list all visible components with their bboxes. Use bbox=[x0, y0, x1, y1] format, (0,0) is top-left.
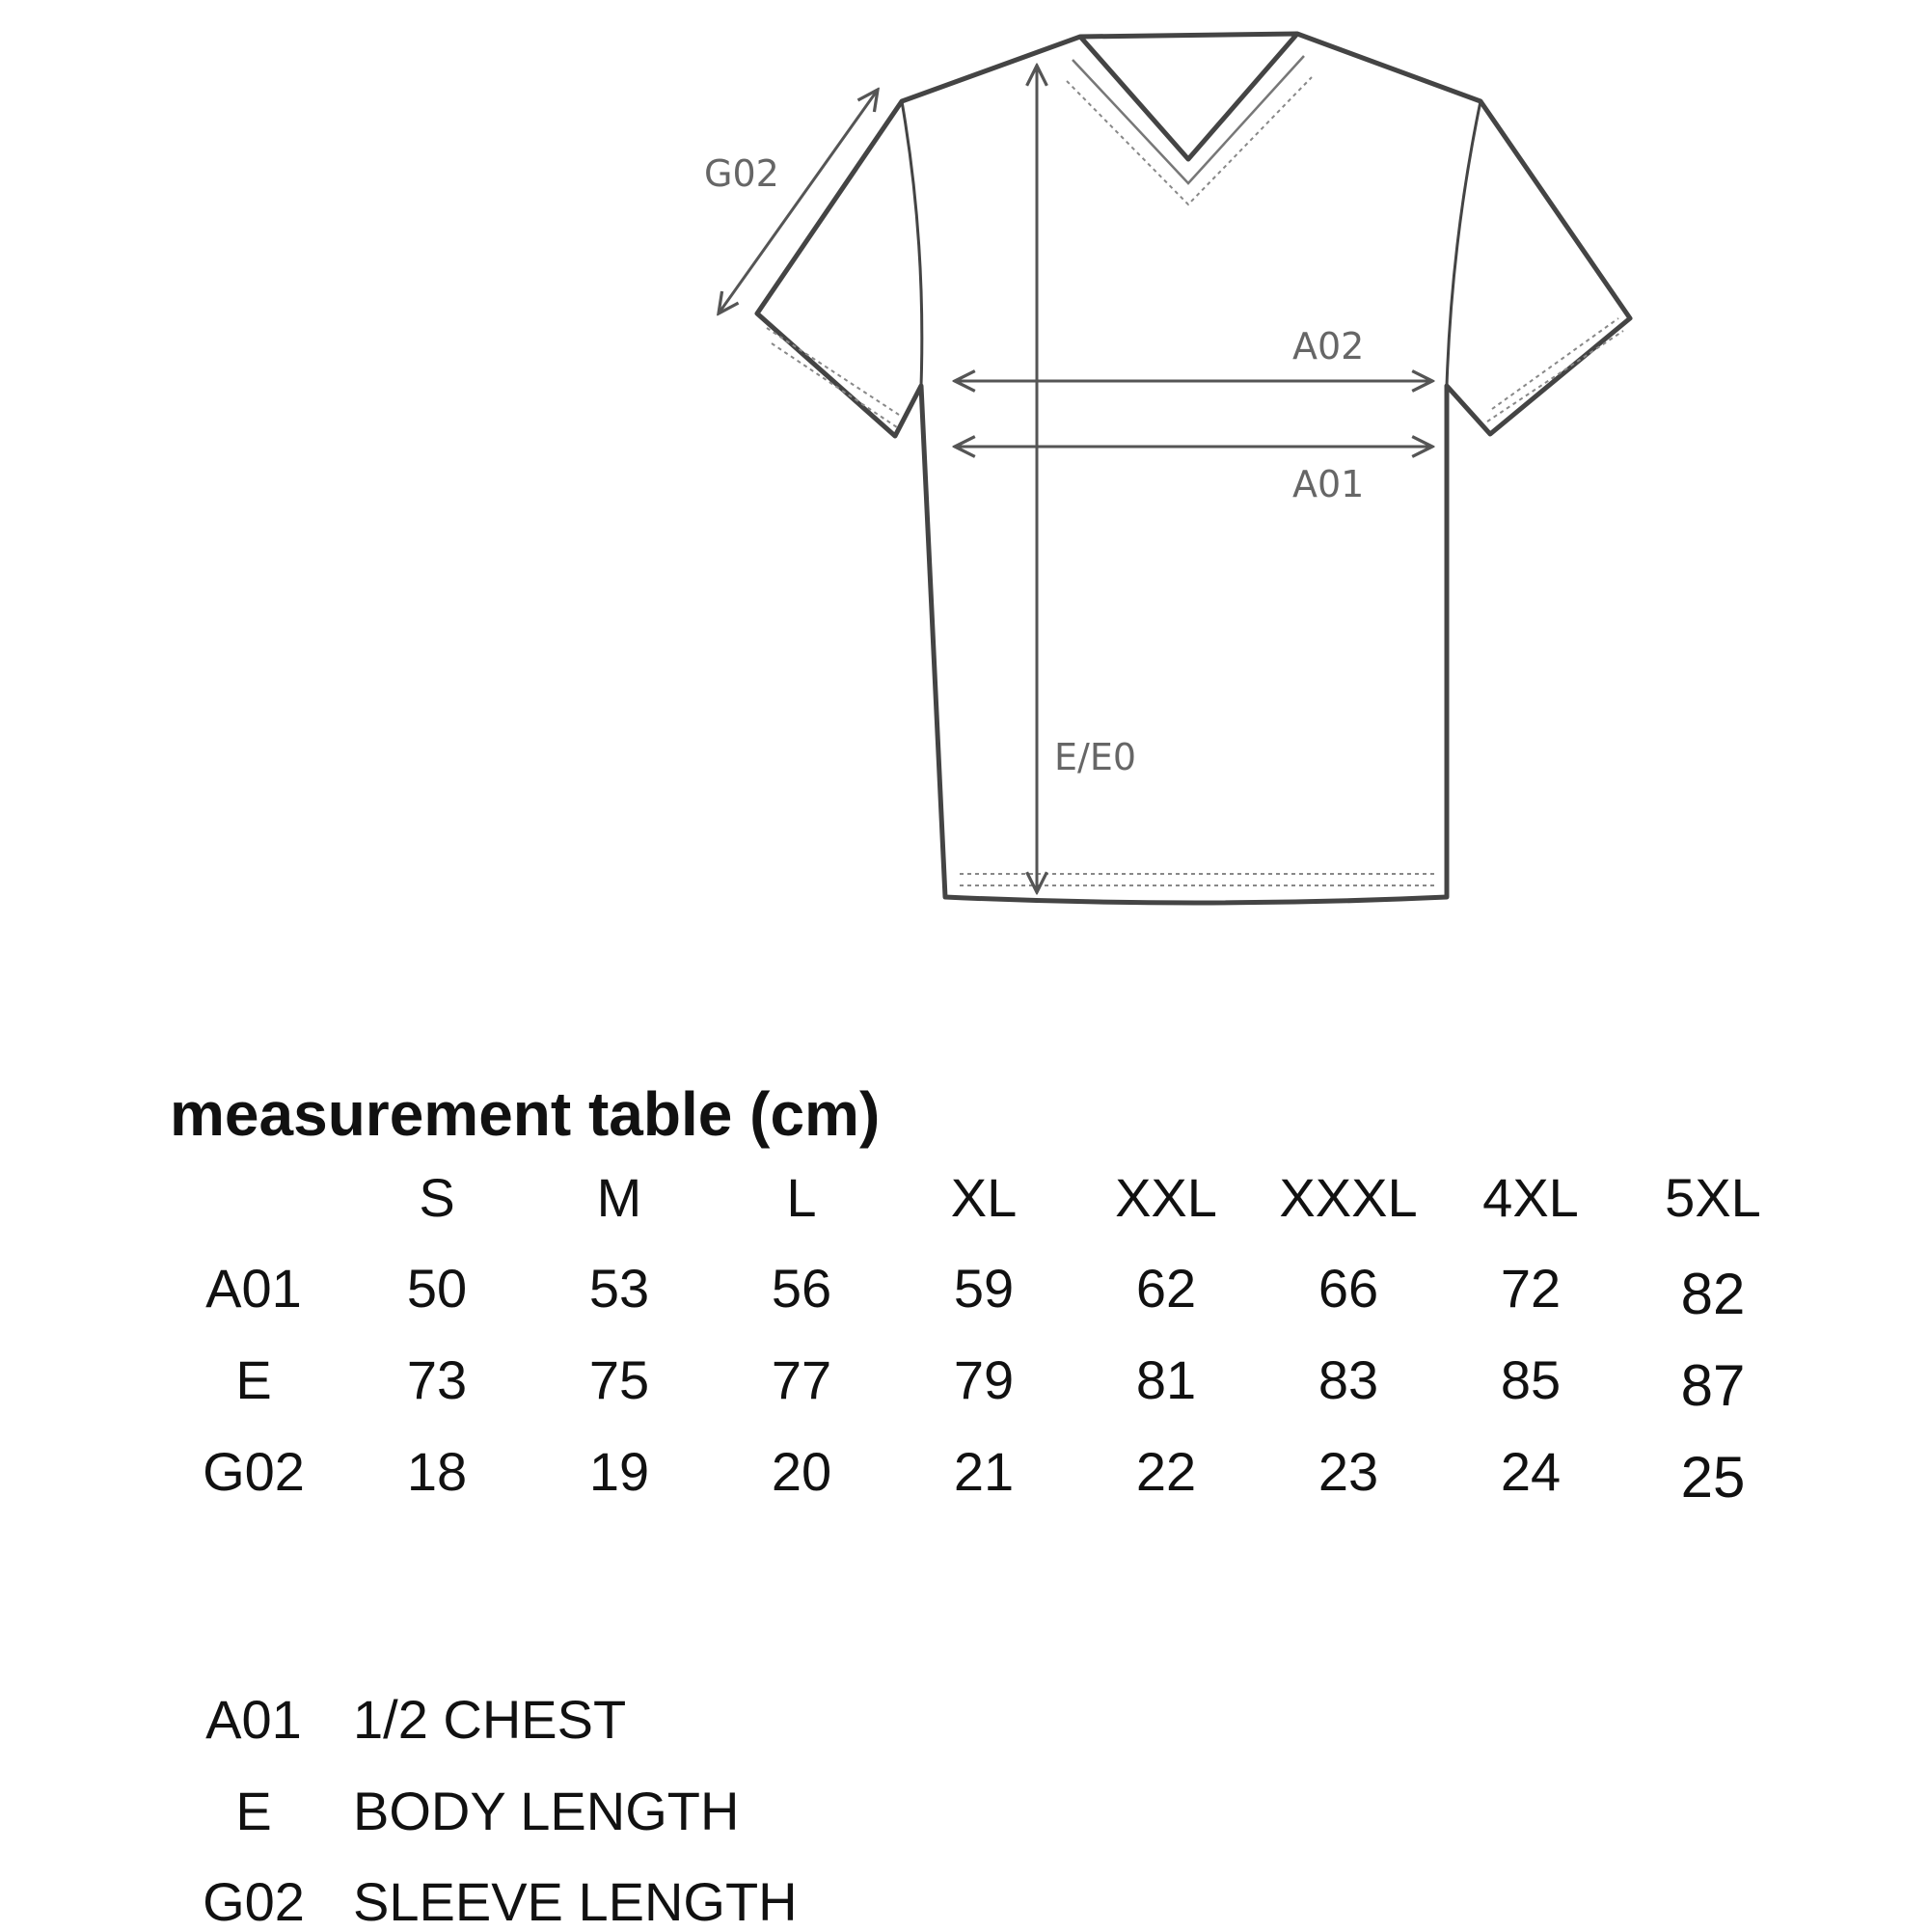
table-cell: 18 bbox=[406, 1441, 468, 1502]
tshirt-outline bbox=[757, 34, 1630, 903]
row-code: G02 bbox=[203, 1441, 305, 1502]
length-label: E/E0 bbox=[1054, 736, 1136, 778]
a02-label: A02 bbox=[1292, 325, 1365, 367]
table-cell: 87 bbox=[1680, 1353, 1746, 1418]
g02-label: G02 bbox=[704, 152, 779, 195]
table-cell: 20 bbox=[771, 1441, 832, 1502]
legend-description: SLEEVE LENGTH bbox=[353, 1871, 798, 1932]
size-header: 4XL bbox=[1482, 1167, 1579, 1228]
table-cell: 73 bbox=[406, 1349, 468, 1410]
table-cell: 23 bbox=[1318, 1441, 1379, 1502]
a01-label: A01 bbox=[1292, 463, 1365, 505]
table-cell: 82 bbox=[1680, 1262, 1746, 1326]
size-header: 5XL bbox=[1665, 1167, 1761, 1228]
size-header: M bbox=[596, 1167, 642, 1228]
table-cell: 21 bbox=[953, 1441, 1015, 1502]
table-cell: 81 bbox=[1135, 1349, 1197, 1410]
table-cell: 24 bbox=[1500, 1441, 1562, 1502]
table-cell: 85 bbox=[1500, 1349, 1562, 1410]
legend-description: 1/2 CHEST bbox=[353, 1689, 627, 1750]
table-cell: 19 bbox=[588, 1441, 650, 1502]
tshirt-diagram bbox=[0, 0, 1929, 965]
table-cell: 83 bbox=[1318, 1349, 1379, 1410]
table-cell: 59 bbox=[953, 1258, 1015, 1319]
table-cell: 22 bbox=[1135, 1441, 1197, 1502]
table-cell: 75 bbox=[588, 1349, 650, 1410]
table-cell: 50 bbox=[406, 1258, 468, 1319]
row-code: A01 bbox=[205, 1258, 302, 1319]
table-cell: 72 bbox=[1500, 1258, 1562, 1319]
size-header: XXL bbox=[1115, 1167, 1217, 1228]
table-cell: 56 bbox=[771, 1258, 832, 1319]
table-cell: 53 bbox=[588, 1258, 650, 1319]
row-code: E bbox=[235, 1349, 272, 1410]
table-cell: 77 bbox=[771, 1349, 832, 1410]
table-cell: 66 bbox=[1318, 1258, 1379, 1319]
legend-code: G02 bbox=[203, 1871, 305, 1932]
table-cell: 25 bbox=[1680, 1445, 1746, 1510]
table-cell: 62 bbox=[1135, 1258, 1197, 1319]
size-header: S bbox=[419, 1167, 455, 1228]
size-header: L bbox=[786, 1167, 817, 1228]
size-header: XXXL bbox=[1279, 1167, 1418, 1228]
measurement-table-title: measurement table (cm) bbox=[170, 1079, 881, 1149]
legend-description: BODY LENGTH bbox=[353, 1781, 740, 1841]
legend-code: A01 bbox=[205, 1689, 302, 1750]
table-cell: 79 bbox=[953, 1349, 1015, 1410]
legend-code: E bbox=[235, 1781, 272, 1841]
size-header: XL bbox=[950, 1167, 1018, 1228]
